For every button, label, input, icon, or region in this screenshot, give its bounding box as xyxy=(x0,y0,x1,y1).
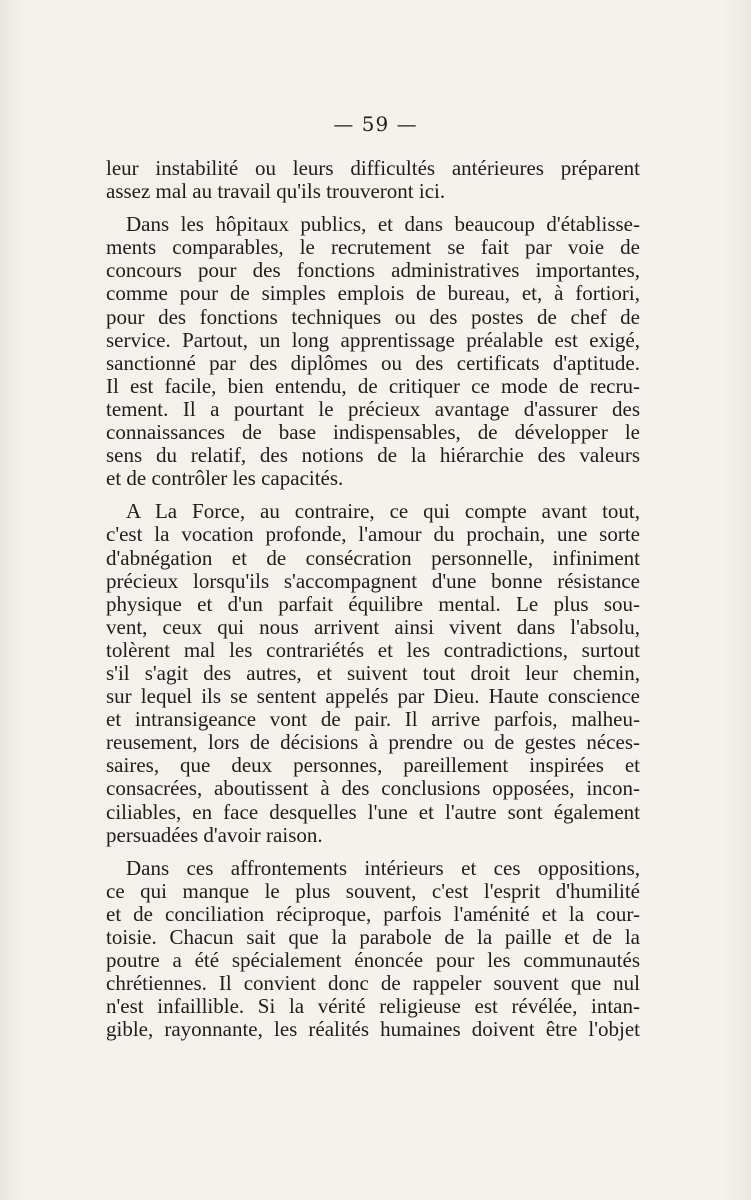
text-line: ce qui manque le plus souvent, c'est l'esprit d'humilité xyxy=(106,878,640,903)
paragraph-2 xyxy=(106,213,640,490)
text-line: toisie. Chacun sait que la parabole de la paille et de la xyxy=(106,925,640,949)
text-line: ments comparables, le recrutement se fait par voie de xyxy=(106,235,640,260)
text-line: reusement, lors de décisions à prendre ou de gestes néces- xyxy=(106,730,640,755)
text-line: tolèrent mal les contrariétés et les contradictions, surtout xyxy=(106,637,640,662)
text-line: consacrées, aboutissent à des conclusions opposées, incon- xyxy=(106,776,640,801)
text-line: leur instabilité ou leurs difficultés antérieures préparent xyxy=(106,156,640,180)
text-line: chrétiennes. Il convient donc de rappeler souvent que nul xyxy=(106,971,640,996)
text-line: vent, ceux qui nous arrivent ainsi vivent dans l'absolu, xyxy=(106,614,640,639)
paragraph-4 xyxy=(106,857,640,1042)
body-text xyxy=(106,157,640,1051)
text-line: tement. Il a pourtant le précieux avantage d'assurer des xyxy=(106,396,640,421)
text-line: sur lequel ils se sentent appelés par Dieu. Haute conscience xyxy=(106,684,640,709)
text-line: d'abnégation et de consécration personnelle, infiniment xyxy=(106,545,640,570)
text-line: Dans ces affrontements intérieurs et ces oppositions, xyxy=(126,855,640,880)
text-line: gible, rayonnante, les réalités humaines doivent être l'objet xyxy=(106,1017,640,1042)
text-line: sanctionné par des diplômes ou des certificats d'aptitude. xyxy=(106,350,640,375)
text-line: et de contrôler les capacités. xyxy=(106,466,344,491)
text-line: et intransigeance vont de pair. Il arrive parfois, malheu- xyxy=(106,707,640,732)
text-line: n'est infaillible. Si la vérité religieuse est révélée, intan- xyxy=(106,994,640,1019)
text-line: connaissances de base indispensables, de développer le xyxy=(106,420,640,445)
text-line: ciliables, en face desquelles l'une et l'autre sont également xyxy=(106,799,640,824)
text-line: physique et d'un parfait équilibre mental. Le plus sou- xyxy=(106,591,640,616)
paragraph-3 xyxy=(106,500,640,846)
text-line: comme pour de simples emplois de bureau, et, à fortiori, xyxy=(106,281,640,306)
text-line: Il est facile, bien entendu, de critiquer ce mode de recru- xyxy=(106,373,640,398)
text-line: poutre a été spécialement énoncée pour les communautés xyxy=(106,948,640,973)
text-line: service. Partout, un long apprentissage préalable est exigé, xyxy=(106,327,640,352)
text-line: Dans les hôpitaux publics, et dans beaucoup d'établisse- xyxy=(126,212,640,237)
text-line: assez mal au travail qu'ils trouveront ici. xyxy=(106,179,446,204)
text-line: précieux lorsqu'ils s'accompagnent d'une bonne résistance xyxy=(106,568,640,593)
text-line: saires, que deux personnes, pareillement inspirées et xyxy=(106,753,640,778)
text-line: c'est la vocation profonde, l'amour du prochain, une sorte xyxy=(106,522,640,547)
text-line: persuadées d'avoir raison. xyxy=(106,822,323,847)
text-line: s'il s'agit des autres, et suivent tout droit leur chemin, xyxy=(106,660,640,685)
text-line: pour des fonctions techniques ou des postes de chef de xyxy=(106,304,640,329)
text-line: et de conciliation réciproque, parfois l'aménité et la cour- xyxy=(106,901,640,926)
text-line: concours pour des fonctions administratives importantes, xyxy=(106,258,640,283)
text-line: A La Force, au contraire, ce qui compte avant tout, xyxy=(126,499,640,524)
page-number: — 59 — xyxy=(333,112,418,136)
paragraph-1 xyxy=(106,157,640,203)
text-line: sens du relatif, des notions de la hiérarchie des valeurs xyxy=(106,443,640,468)
